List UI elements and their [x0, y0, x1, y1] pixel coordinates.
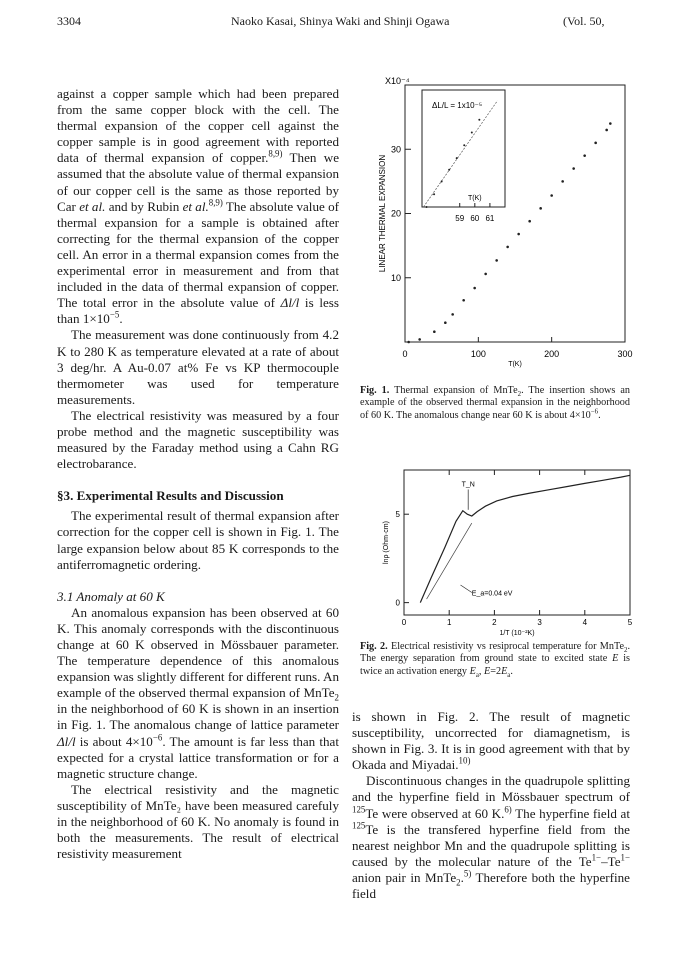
- fig2-x-tick-label: 5: [627, 618, 633, 627]
- fig1-data-point: [418, 338, 421, 341]
- fig1-data-point: [583, 154, 586, 157]
- fig1-inset-data-point: [426, 206, 428, 208]
- fig1-data-point: [462, 299, 465, 302]
- fig2-x-tick-label: 3: [537, 618, 542, 627]
- running-header: [0, 14, 687, 34]
- fig1-x-tick-label: 0: [402, 349, 408, 359]
- fig2-x-tick-label: 2: [492, 618, 497, 627]
- fig1-inset-data-point: [456, 157, 458, 159]
- fig2-resistivity-curve: [420, 475, 630, 602]
- fig2-plot-frame: [404, 470, 630, 615]
- left-column: [57, 86, 339, 862]
- fig1-data-point: [473, 287, 476, 290]
- left-paragraph-6: The electrical resistivity and the magnetic susceptibility of MnTe₂ have been measured carefuly in the neighborhood of 60 K. No anomaly is found in both the measurements. The result of electrical resistivity measurement: [57, 781, 339, 862]
- fig1-y-tick-label: 30: [390, 144, 401, 155]
- left-paragraph-5: An anomalous expansion has been observed at 60 K. This anomaly corresponds with the discontinuous change at 60 K observed in Mössbauer parameter. The temperature dependence of this anomalous expansion was slightly different for different runs. An example of the observed thermal expansion of MnTe$_2$ in the neighborhood of 60 K is shown in an insertion in Fig. 1. The anomalous change of lattice parameter Δl/l is about $4\times 10^{-6}$. The amount is far less than that expected for a crystal lattice transformation or for a magnetic structure change.: [57, 604, 339, 781]
- fig2-activation-energy-label: E_a=0.04 eV: [471, 590, 513, 598]
- running-authors: Naoko Kasai, Shinya Waki and Shinji Ogawa: [231, 14, 450, 28]
- fig1-inset-x-axis-label: T(K): [468, 195, 482, 202]
- page-number: 3304: [57, 14, 81, 28]
- fig1-inset-data-point: [433, 193, 435, 195]
- fig1-x-tick-label: 100: [470, 349, 486, 359]
- fig1-data-point: [433, 330, 436, 333]
- fig2-neel-temperature-label: T_N: [461, 481, 475, 489]
- fig1-x-axis-label: T(K): [508, 361, 522, 368]
- fig1-data-point: [594, 142, 597, 145]
- fig1-x-tick-label: 200: [544, 349, 560, 359]
- fig1-data-point: [506, 246, 509, 249]
- fig2-y-tick-label: 0: [395, 598, 400, 608]
- figure-2-chart: [350, 450, 640, 640]
- fig1-y-multiplier: X10⁻⁴: [385, 76, 410, 86]
- fig1-y-tick-label: 10: [390, 272, 401, 283]
- fig1-x-tick-label: 300: [617, 349, 633, 359]
- section-heading: §3. Experimental Results and Discussion: [57, 488, 284, 504]
- fig1-data-point: [528, 220, 531, 223]
- left-paragraph-4: The experimental result of thermal expansion after correction for the copper cell is shown in Fig. 1. The large expansion below about 85 K corresponds to the antiferromagnetic ordering.: [57, 508, 339, 572]
- fig1-inset-x-tick-label: 59: [455, 214, 465, 223]
- left-paragraph-1: against a copper sample which had been prepared from the same copper block with the cell. The thermal expansion of the copper cell against the copper sample is in good agreement with reported data of thermal expansion of copper.$^{8,9)}$ Then we assumed that the absolute value of thermal expansion of our copper cell is the same as those reported by Car et al. and by Rubin et al.$^{8,9)}$ The absolute value of thermal expansion for a sample is obtained after correcting for the thermal expansion of the copper cell. An error in a thermal expansion comes from the experimental error in measurement and from that included in the data of thermal expansion of copper. The total error in the absolute value of Δl/l is less than $1\times 10^{-5}$.: [57, 86, 340, 327]
- fig1-data-point: [444, 321, 447, 324]
- fig1-data-point: [550, 194, 553, 197]
- fig2-activation-energy-leader: [461, 585, 472, 593]
- fig2-x-axis-label: 1/T (10⁻²K): [499, 630, 535, 637]
- right-paragraph-1: is shown in Fig. 2. The result of magnetic susceptibility, uncorrected for diamagnetism, is shown in Fig. 3. It is in good agreement with that by Okada and Miyadai.$^{10)}$: [352, 709, 630, 773]
- fig1-data-point: [495, 259, 498, 262]
- fig1-inset-data-point: [478, 119, 480, 121]
- fig1-data-point: [484, 273, 487, 276]
- fig2-x-tick-label: 1: [446, 618, 452, 627]
- fig1-data-point: [572, 167, 575, 170]
- fig1-inset-x-tick-label: 60: [470, 214, 480, 223]
- fig1-data-point: [609, 122, 612, 125]
- fig2-x-tick-label: 0: [401, 618, 407, 627]
- volume-label: (Vol. 50,: [563, 14, 605, 28]
- fig1-data-point: [451, 313, 454, 316]
- left-paragraph-2: The measurement was done continuously from 4.2 K to 280 K as temperature elevated at a rate of about 3 deg/hr. A Au-0.07 at% Fe vs KP thermocouple thermometer was used for temperature measurements.: [57, 327, 339, 407]
- fig1-y-axis-label: LINEAR THERMAL EXPANSION: [378, 154, 387, 273]
- right-column: [352, 709, 630, 902]
- figure-2-caption: Fig. 2. Electrical resistivity vs resiprocal temperature for MnTe$_2$. The energy separation from ground state to excited state E is twice an activation energy $E_a$, $E=2E_a$.: [360, 641, 631, 679]
- fig1-inset-data-point: [441, 180, 443, 182]
- figure-1-chart: [350, 70, 640, 385]
- right-paragraph-2: Discontinuous changes in the quadrupole splitting and the hyperfine field in Mössbauer spectrum of $^{125}$Te were observed at 60 K.$^{6)}$ The hyperfine field at $^{125}$Te is the transfered hyperfine field from the nearest neighbor Mn and the quadrupole splitting is caused by the molecular nature of the $Te^{1-}-Te^{1-}$ anion pair in MnTe$_2$.$^{5)}$ Therefore both the hyperfine field: [352, 773, 631, 902]
- fig1-data-point: [561, 180, 564, 183]
- subsection-heading: 3.1 Anomaly at 60 K: [57, 588, 165, 604]
- fig2-x-tick-label: 4: [582, 618, 588, 627]
- fig1-data-point: [517, 233, 520, 236]
- fig1-y-tick-label: 20: [390, 208, 401, 219]
- fig2-y-axis-label: lnρ (Ohm·cm): [383, 521, 390, 564]
- fig1-inset-data-point: [448, 169, 450, 171]
- fig2-y-tick-label: 5: [395, 510, 400, 520]
- fig1-inset-data-point: [463, 144, 465, 146]
- fig1-inset-scale-label: ΔL/L = 1x10⁻⁵: [432, 101, 483, 110]
- fig1-inset-x-tick-label: 61: [485, 214, 495, 223]
- left-paragraph-3: The electrical resistivity was measured by a four probe method and the magnetic susceptibility was measured by the Faraday method using a Cahn RG electrobarance.: [57, 407, 339, 472]
- figure-1-caption: Fig. 1. Thermal expansion of MnTe$_2$. The insertion shows an example of the observed thermal expansion in the neighborhood of 60 K. The anomalous change near 60 K is about $4\times 10^{-6}$.: [360, 385, 630, 421]
- fig1-data-point: [407, 341, 410, 344]
- fig1-data-point: [605, 129, 608, 132]
- fig1-inset-data-point: [471, 132, 473, 134]
- fig1-data-point: [539, 207, 542, 210]
